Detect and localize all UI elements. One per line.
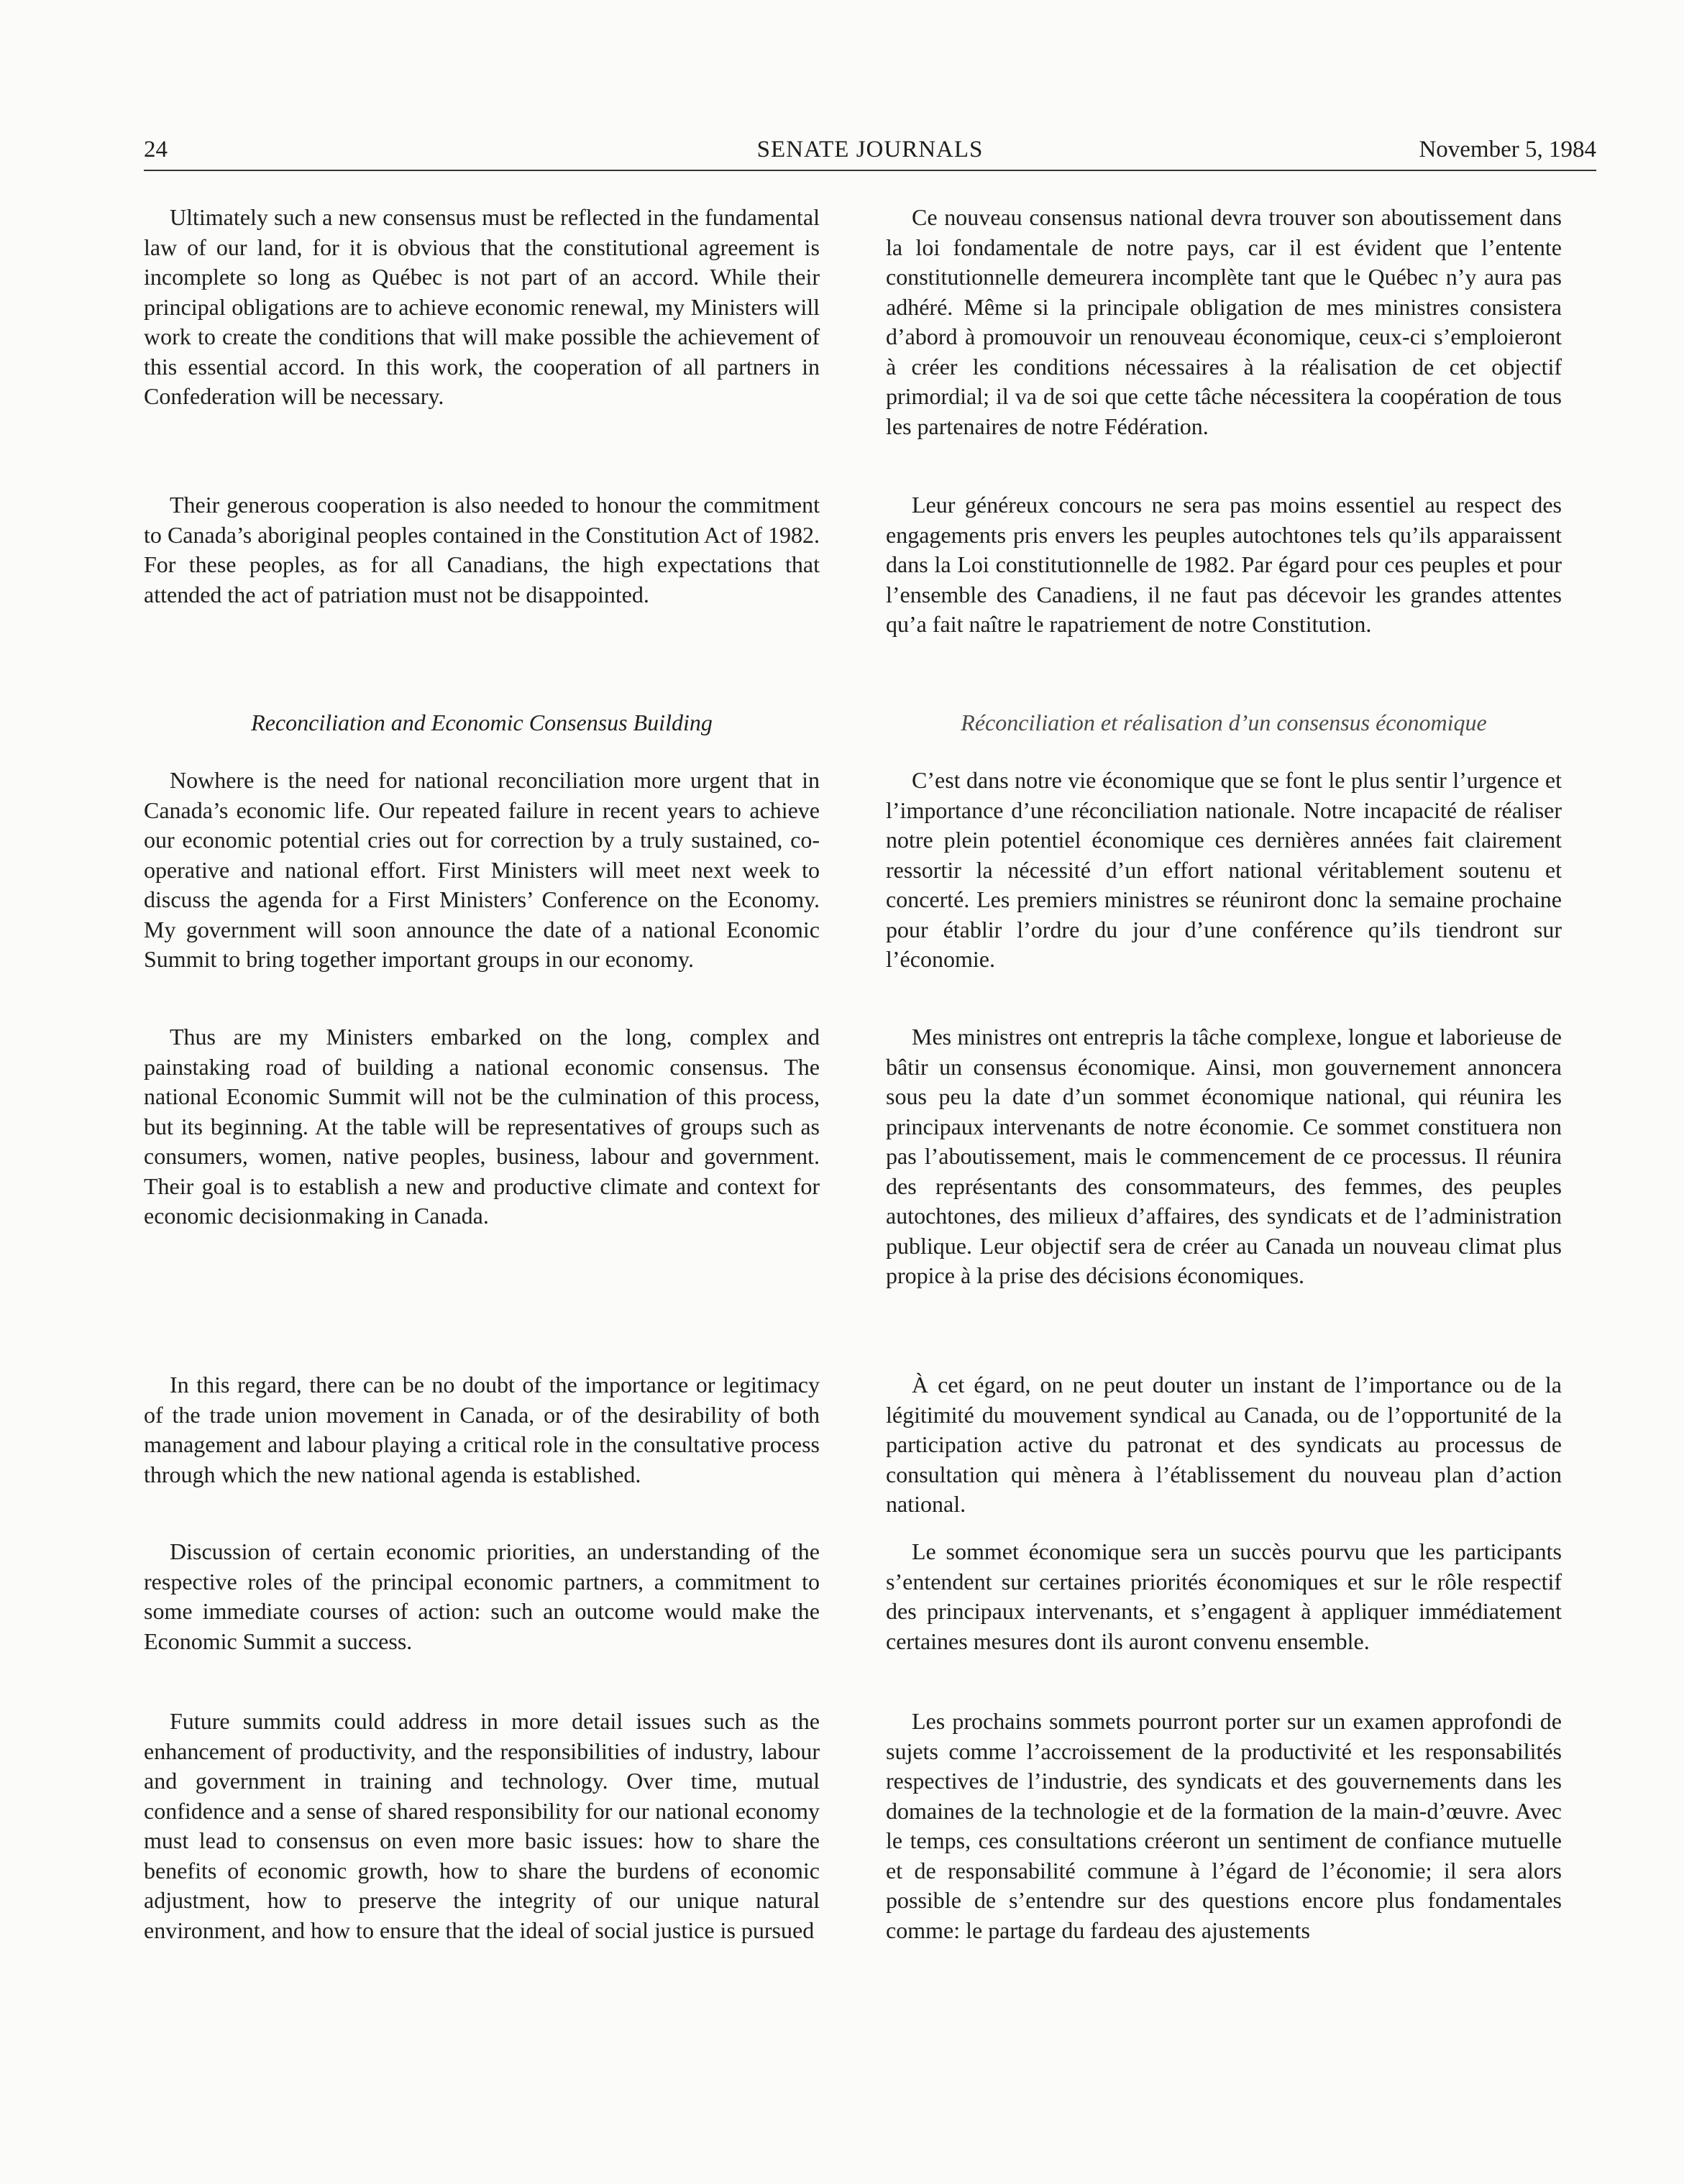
french-paragraph: Leur généreux concours ne sera pas moins essentiel au respect des engagements pris envers les peuples autochtones tels qu’ils apparaissent dans la Loi constitutionnelle de 1982. Par égard pour ces peuples et pour l’ensemble des Canadiens, il ne faut pas décevoir les grandes attentes qu’a fait naître le rapatriement de notre Constitution. — [886, 492, 1562, 637]
english-paragraph: Future summits could address in more detail issues such as the enhancement of productivity, and the responsibilities of industry, labour and government in training and technology. Over time, mutual confidence and a sense of shared responsibility for our national economy must lead to consensus on even more basic issues: how to share the benefits of economic growth, how to share the burdens of economic adjustment, how to preserve the integrity of our unique natural environment, and how to ensure that the ideal of social justice is pursued — [144, 1708, 820, 1943]
english-paragraph-4-block — [144, 1022, 820, 1231]
english-section-heading: Reconciliation and Economic Consensus Building — [251, 710, 713, 735]
english-paragraph-7-block — [144, 1707, 820, 1945]
page-number: 24 — [144, 137, 168, 162]
french-paragraph-5-block — [886, 1370, 1562, 1520]
english-paragraph: Ultimately such a new consensus must be reflected in the fundamental law of our land, for it is obvious that the constitutional agreement is incomplete so long as Québec is not part of an accord. While their principal obligations are to achieve economic renewal, my Ministers will work to create the conditions that will make possible the achievement of this essential accord. In this work, the cooperation of all partners in Confederation will be necessary. — [144, 204, 820, 409]
french-paragraph: Ce nouveau consensus national devra trouver son aboutissement dans la loi fondamentale de notre pays, car il est évident que l’entente constitutionnelle demeurera incomplète tant que le Québec n’y aura pas adhéré. Même si la principale obligation de mes ministres consistera d’abord à promouvoir un renouveau économique, ceux-ci s’emploieront à créer les conditions nécessaires à la réalisation de cet objectif primordial; il va de soi que cette tâche nécessitera la coopération de tous les partenaires de notre Fédération. — [886, 204, 1562, 439]
english-paragraph: Thus are my Ministers embarked on the long, complex and painstaking road of building a national economic consensus. The national Economic Summit will not be the culmination of this process, but its beginning. At the table will be representatives of groups such as consumers, women, native peoples, business, labour and government. Their goal is to establish a new and productive climate and context for economic decisionmaking in Canada. — [144, 1024, 820, 1229]
french-paragraph-2-block — [886, 490, 1562, 640]
english-paragraph-2-block — [144, 490, 820, 610]
english-paragraph: Their generous cooperation is also needed to honour the commitment to Canada’s aboriginal peoples contained in the Constitution Act of 1982. For these peoples, as for all Canadians, the high expectations that attended the act of patriation must not be disappointed. — [144, 492, 820, 607]
french-paragraph-1-block — [886, 203, 1562, 441]
french-paragraph: Mes ministres ont entrepris la tâche complexe, longue et laborieuse de bâtir un consensus économique. Ainsi, mon gouvernement annoncera sous peu la date d’un sommet économique national, qui réunira les principaux intervenants de notre économie. Ce sommet constituera non pas l’aboutissement, mais le commencement de ce processus. Il réunira des représentants des consommateurs, des femmes, des peuples autochtones, des milieux d’affaires, des syndicats et de l’administration publique. Leur objectif sera de créer au Canada un nouveau climat plus propice à la prise des décisions économiques. — [886, 1024, 1562, 1288]
english-paragraph-5-block — [144, 1370, 820, 1490]
french-section-heading: Réconciliation et réalisation d’un consensus économique — [961, 710, 1487, 735]
french-paragraph: Les prochains sommets pourront porter sur un examen approfondi de sujets comme l’accroissement de la productivité et les responsabilités respectives de l’industrie, des syndicats et des gouvernements dans les domaines de la technologie et de la formation de la main-d’œuvre. Avec le temps, ces consultations créeront un sentiment de confiance mutuelle et de responsabilité commune à l’égard de l’économie; il sera alors possible de s’entendre sur des questions encore plus fondamentales comme: le partage du fardeau des ajustements — [886, 1708, 1562, 1943]
french-paragraph: C’est dans notre vie économique que se font le plus sentir l’urgence et l’importance d’une réconciliation nationale. Notre incapacité de réaliser notre plein potentiel économique ces dernières années fait clairement ressortir la nécessité d’un effort national véritablement soutenu et concerté. Les premiers ministres se réuniront donc la semaine prochaine pour établir l’ordre du jour d’une conférence qu’ils tiendront sur l’économie. — [886, 767, 1562, 972]
french-paragraph-6-block — [886, 1537, 1562, 1656]
french-paragraph-7-block — [886, 1707, 1562, 1945]
french-paragraph-4-block — [886, 1022, 1562, 1291]
journal-title: SENATE JOURNALS — [756, 137, 984, 162]
english-paragraph-3-block — [144, 766, 820, 975]
english-paragraph-6-block — [144, 1537, 820, 1656]
english-paragraph: Discussion of certain economic priorities, an understanding of the respective roles of the principal economic partners, a commitment to some immediate courses of action: such an outcome would make the Economic Summit a success. — [144, 1538, 820, 1654]
journal-date: November 5, 1984 — [1419, 137, 1596, 162]
page-header — [144, 129, 1596, 170]
french-paragraph: Le sommet économique sera un succès pourvu que les participants s’entendent sur certaines priorités économiques et sur le rôle respectif des principaux intervenants, et s’engagent à appliquer immédiatement certaines mesures dont ils auront convenu ensemble. — [886, 1538, 1562, 1654]
french-paragraph-3-block — [886, 766, 1562, 975]
french-heading-block — [886, 708, 1562, 738]
header-rule — [144, 170, 1596, 171]
french-paragraph: À cet égard, on ne peut douter un instant de l’importance ou de la légitimité du mouvement syndical au Canada, ou de l’opportunité de la participation active du patronat et des syndicats au processus de consultation qui mènera à l’établissement du nouveau plan d’action national. — [886, 1372, 1562, 1517]
english-paragraph: Nowhere is the need for national reconciliation more urgent that in Canada’s economic life. Our repeated failure in recent years to achieve our economic potential cries out for correction by a truly sustained, co-operative and national effort. First Ministers will meet next week to discuss the agenda for a First Ministers’ Conference on the Economy. My government will soon announce the date of a national Economic Summit to bring together important groups in our economy. — [144, 767, 820, 972]
english-paragraph-1-block — [144, 203, 820, 412]
english-heading-block — [144, 708, 820, 738]
english-paragraph: In this regard, there can be no doubt of the importance or legitimacy of the trade union movement in Canada, or of the desirability of both management and labour playing a critical role in the consultative process through which the new national agenda is established. — [144, 1372, 820, 1487]
